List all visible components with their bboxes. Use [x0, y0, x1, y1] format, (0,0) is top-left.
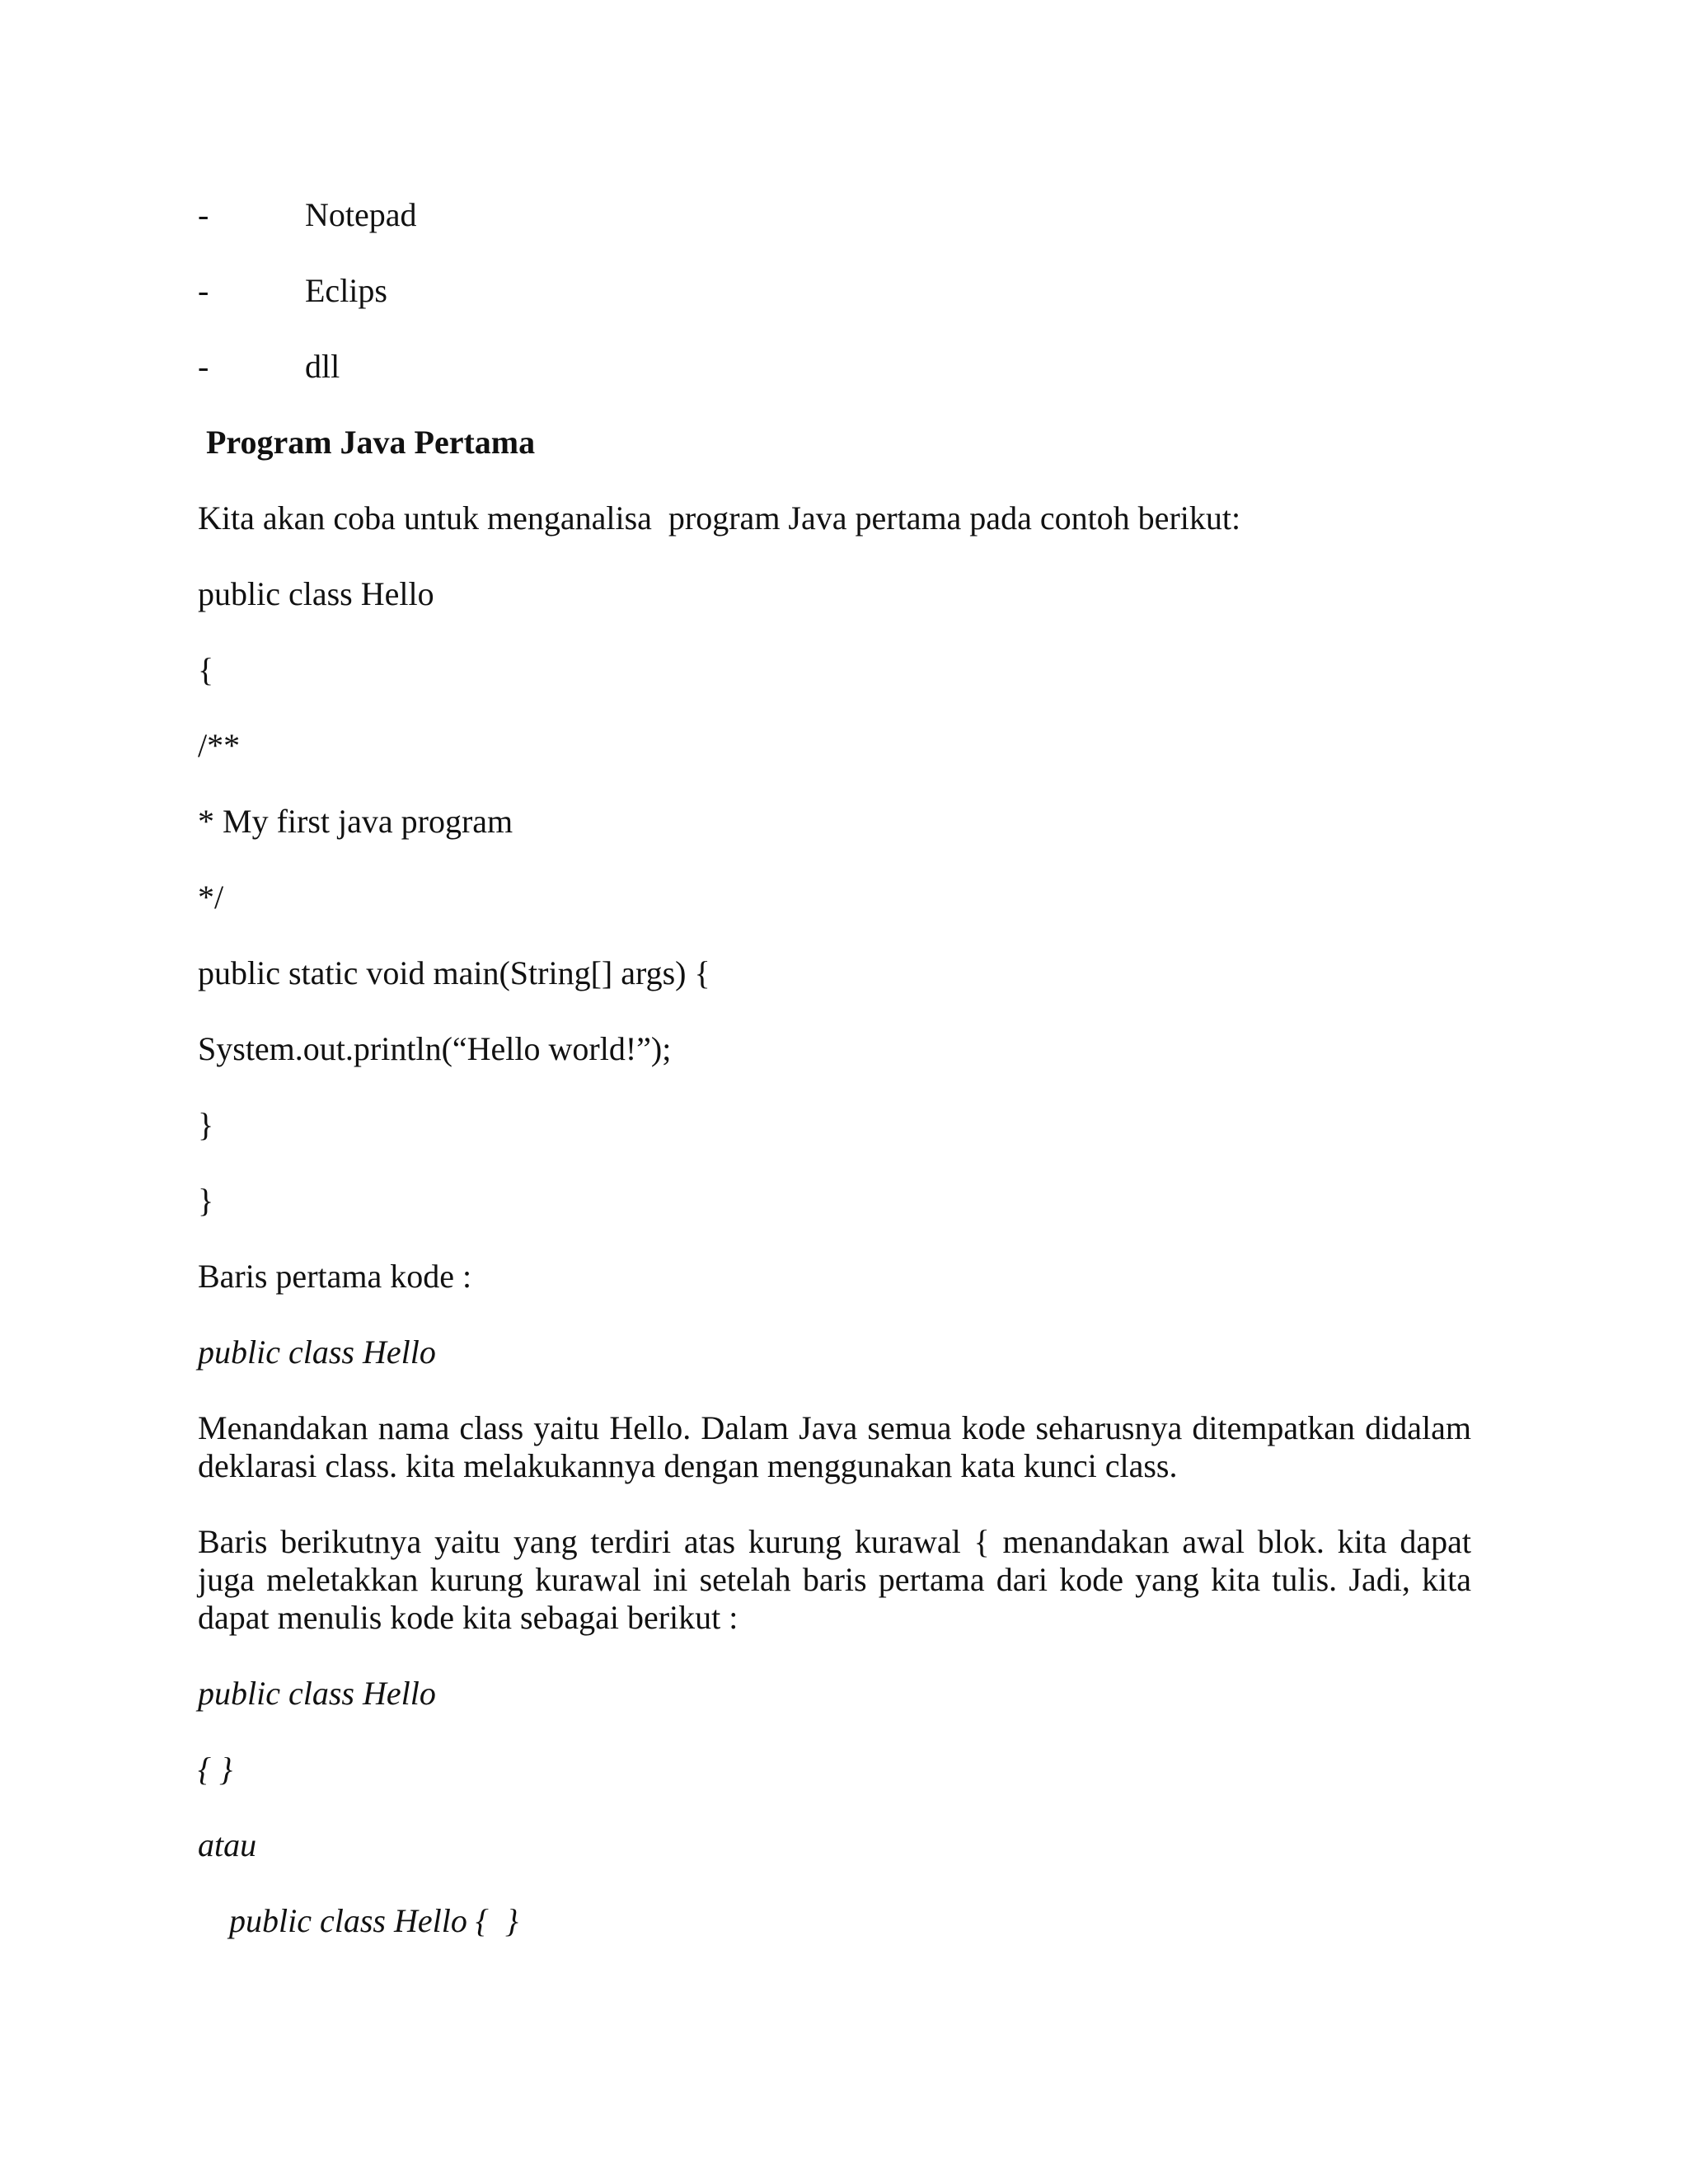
code-line: } — [198, 1182, 214, 1219]
bullet-marker: - — [198, 196, 209, 233]
example-line: public class Hello { } — [229, 1902, 518, 1939]
first-line-label: Baris pertama kode : — [198, 1258, 472, 1295]
code-line: public class Hello — [198, 575, 434, 612]
example-line: public class Hello — [198, 1675, 436, 1712]
bullet-item-notepad: Notepad — [305, 196, 417, 233]
code-line: System.out.println(“Hello world!”); — [198, 1030, 672, 1067]
code-line: /** — [198, 727, 241, 764]
section-heading: Program Java Pertama — [206, 424, 536, 461]
intro-text: Kita akan coba untuk menganalisa program Java pertama pada contoh berikut: — [198, 499, 1241, 537]
code-line: */ — [198, 879, 224, 916]
paragraph-class-declaration: Menandakan nama class yaitu Hello. Dalam Java semua kode seharusnya ditempatkan didalam deklarasi class. kita melakukannya dengan menggunakan kata kunci class. — [198, 1409, 1471, 1484]
bullet-item-eclips: Eclips — [305, 272, 387, 309]
paragraph-curly-brace: Baris berikutnya yaitu yang terdiri atas kurung kurawal { menandakan awal blok. kita dapat juga meletakkan kurung kurawal ini setelah baris pertama dari kode yang kita tulis. Jadi, kita dapat menulis kode kita sebagai berikut : — [198, 1523, 1471, 1636]
first-line-code: public class Hello — [198, 1333, 436, 1371]
bullet-marker: - — [198, 272, 209, 309]
bullet-item-dll: dll — [305, 348, 340, 385]
example-or: atau — [198, 1826, 257, 1863]
bullet-marker: - — [198, 348, 209, 385]
code-line: public static void main(String[] args) { — [198, 954, 710, 991]
code-line: } — [198, 1106, 214, 1143]
code-line: * My first java program — [198, 803, 513, 840]
code-line: { — [198, 651, 214, 688]
example-line: { } — [198, 1750, 232, 1788]
